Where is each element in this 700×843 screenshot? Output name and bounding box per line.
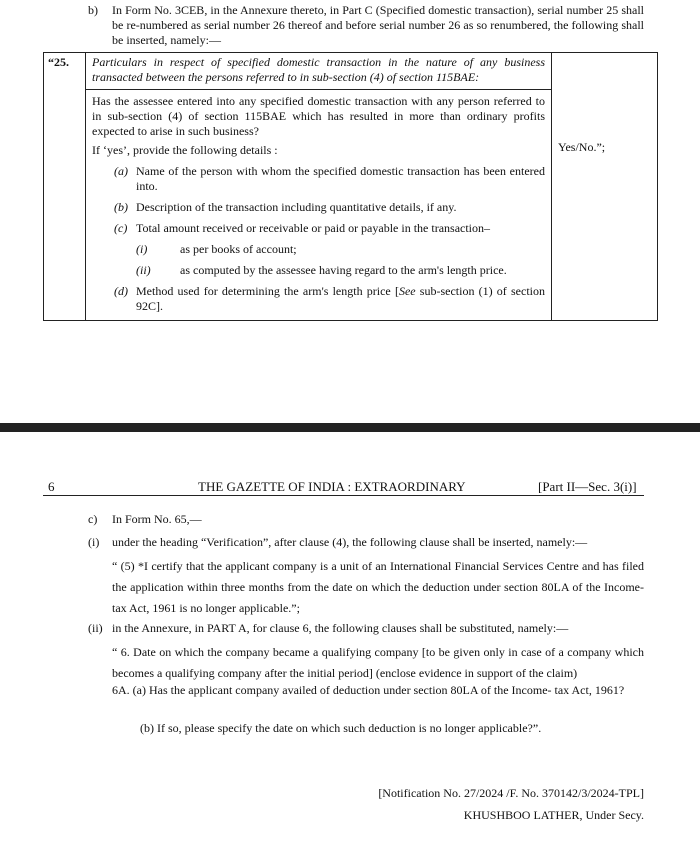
clause-6b-text: (b) If so, please specify the date on which such deduction is no longer applicable?”. <box>140 721 542 735</box>
detail-item-b <box>92 200 545 215</box>
detail-text-see: See <box>398 284 416 298</box>
serial-number: “25. <box>48 55 69 69</box>
section-c-text: In Form No. 65,— <box>112 512 202 526</box>
detail-item-a <box>92 164 545 194</box>
item-ii-label: (ii) <box>88 621 103 635</box>
signatory: KHUSHBOO LATHER, Under Secy. <box>463 808 644 822</box>
detail-label: (c) <box>114 221 128 235</box>
section-c-line <box>88 509 202 530</box>
particulars-heading: Particulars in respect of specified domestic transaction in the nature of any business transacted between the persons referred to in sub-section (4) of section 115BAE: <box>92 55 545 84</box>
form-3ceb-table <box>43 52 658 321</box>
detail-label: (a) <box>114 164 128 178</box>
item-ii-line <box>88 618 648 639</box>
clause-5-text: “ (5) *I certify that the applicant company is a unit of an International Financial Services Centre and has filed the application within three months from the date on which the deduction under section 80LA of the Income- tax Act, 1961 is no longer applicable.”; <box>112 559 644 615</box>
if-yes-text: If ‘yes’, provide the following details : <box>92 143 278 157</box>
sub-text: as computed by the assessee having regard to the arm's length price. <box>180 263 507 277</box>
sub-label: (ii) <box>136 263 151 277</box>
intro-paragraph-b <box>88 3 644 48</box>
page-number: 6 <box>48 479 55 494</box>
detail-text-start: Method used for determining the arm's length price [ <box>136 284 399 298</box>
serial-number-cell <box>44 53 86 321</box>
answer-text: Yes/No.”; <box>558 140 606 154</box>
sub-label: (i) <box>136 242 148 256</box>
detail-text: Name of the person with whom the specified domestic transaction has been entered into. <box>136 164 545 193</box>
item-i-text: under the heading “Verification”, after clause (4), the following clause shall be inserted, namely:— <box>112 535 588 549</box>
detail-label: (d) <box>114 284 128 298</box>
intro-label: b) <box>88 3 98 17</box>
detail-text-end: sub-section (1) of section 92C]. <box>136 284 545 313</box>
notification-reference: [Notification No. 27/2024 /F. No. 370142/3/2024-TPL] <box>378 786 644 800</box>
sub-text: as per books of account; <box>180 242 297 256</box>
question-text: Has the assessee entered into any specified domestic transaction with any person referred to in sub-section (4) of section 115BAE which has resulted in more than ordinary profits expected to arise in such business? <box>92 94 545 138</box>
particulars-cell <box>86 53 552 321</box>
gazette-title: THE GAZETTE OF INDIA : EXTRAORDINARY <box>198 479 466 494</box>
sub-item-ii <box>92 263 545 278</box>
answer-cell <box>552 53 658 321</box>
heading-divider <box>86 89 551 90</box>
page-break-bar <box>0 423 700 432</box>
intro-text: In Form No. 3CEB, in the Annexure thereto, in Part C (Specified domestic transaction), serial number 25 shall be re-numbered as serial number 26 thereof and before serial number 26 as so renumbered, the following shall be inserted, namely:— <box>112 3 644 47</box>
sub-item-i <box>92 242 545 257</box>
detail-item-c <box>92 221 545 236</box>
header-rule <box>43 495 644 496</box>
item-i-line <box>88 532 648 553</box>
detail-label: (b) <box>114 200 128 214</box>
detail-item-d <box>92 284 545 314</box>
clause-6a-text: 6A. (a) Has the applicant company availed of deduction under section 80LA of the Income- tax Act, 1961? <box>112 683 625 697</box>
clause-6-text: “ 6. Date on which the company became a qualifying company [to be given only in case of a company which becomes a qualifying company after the initial period] (enclose evidence in support of the claim) <box>112 645 644 680</box>
item-i-label: (i) <box>88 535 100 549</box>
part-section-label: [Part II—Sec. 3(i)] <box>538 479 637 494</box>
detail-text: Description of the transaction including quantitative details, if any. <box>136 200 457 214</box>
detail-text: Total amount received or receivable or paid or payable in the transaction– <box>136 221 491 235</box>
item-ii-text: in the Annexure, in PART A, for clause 6, the following clauses shall be substituted, namely:— <box>112 621 569 635</box>
section-c-label: c) <box>88 512 98 526</box>
